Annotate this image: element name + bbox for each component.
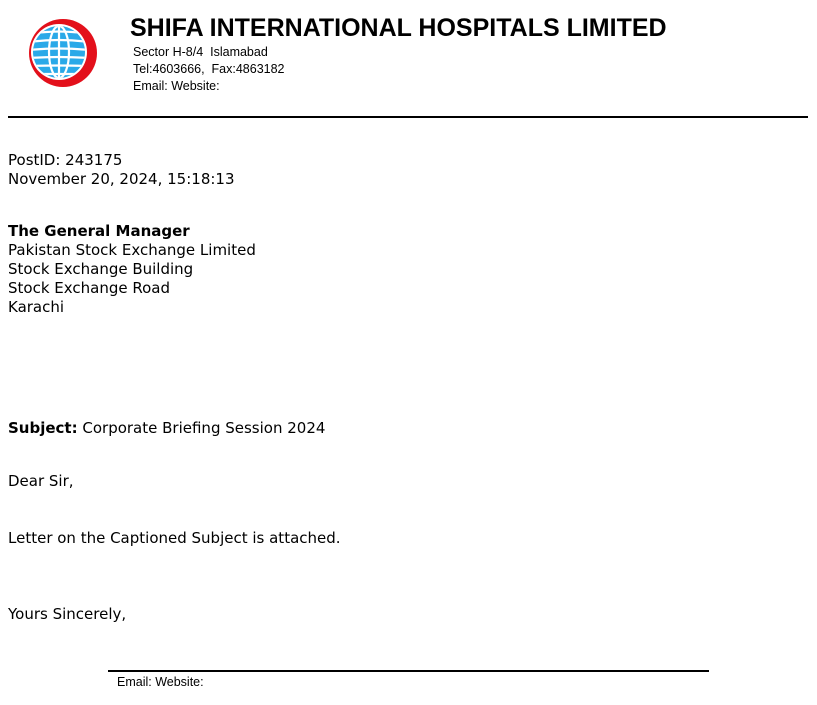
subject-label: Subject: — [8, 419, 78, 437]
recipient-line: Karachi — [8, 298, 65, 316]
post-datetime: November 20, 2024, 15:18:13 — [8, 170, 235, 188]
footer-email-website: Email: Website: — [117, 675, 204, 689]
header-divider — [8, 116, 808, 118]
company-email-website: Email: Website: — [133, 79, 220, 93]
post-id: PostID: 243175 — [8, 151, 123, 169]
company-address: Sector H-8/4 Islamabad — [133, 45, 268, 59]
footer-divider — [108, 670, 709, 672]
recipient-line: Stock Exchange Building — [8, 260, 194, 278]
subject-line — [8, 419, 325, 438]
recipient-line: Stock Exchange Road — [8, 279, 170, 297]
recipient-title: The General Manager — [8, 222, 190, 240]
globe-logo-icon — [27, 17, 97, 89]
subject-text: Corporate Briefing Session 2024 — [77, 419, 326, 437]
company-name: SHIFA INTERNATIONAL HOSPITALS LIMITED — [130, 14, 667, 42]
salutation: Dear Sir, — [8, 472, 74, 490]
closing: Yours Sincerely, — [8, 605, 127, 623]
company-contact: Tel:4603666, Fax:4863182 — [133, 62, 285, 76]
recipient-line: Pakistan Stock Exchange Limited — [8, 241, 256, 259]
body-message: Letter on the Captioned Subject is attached. — [8, 529, 341, 547]
